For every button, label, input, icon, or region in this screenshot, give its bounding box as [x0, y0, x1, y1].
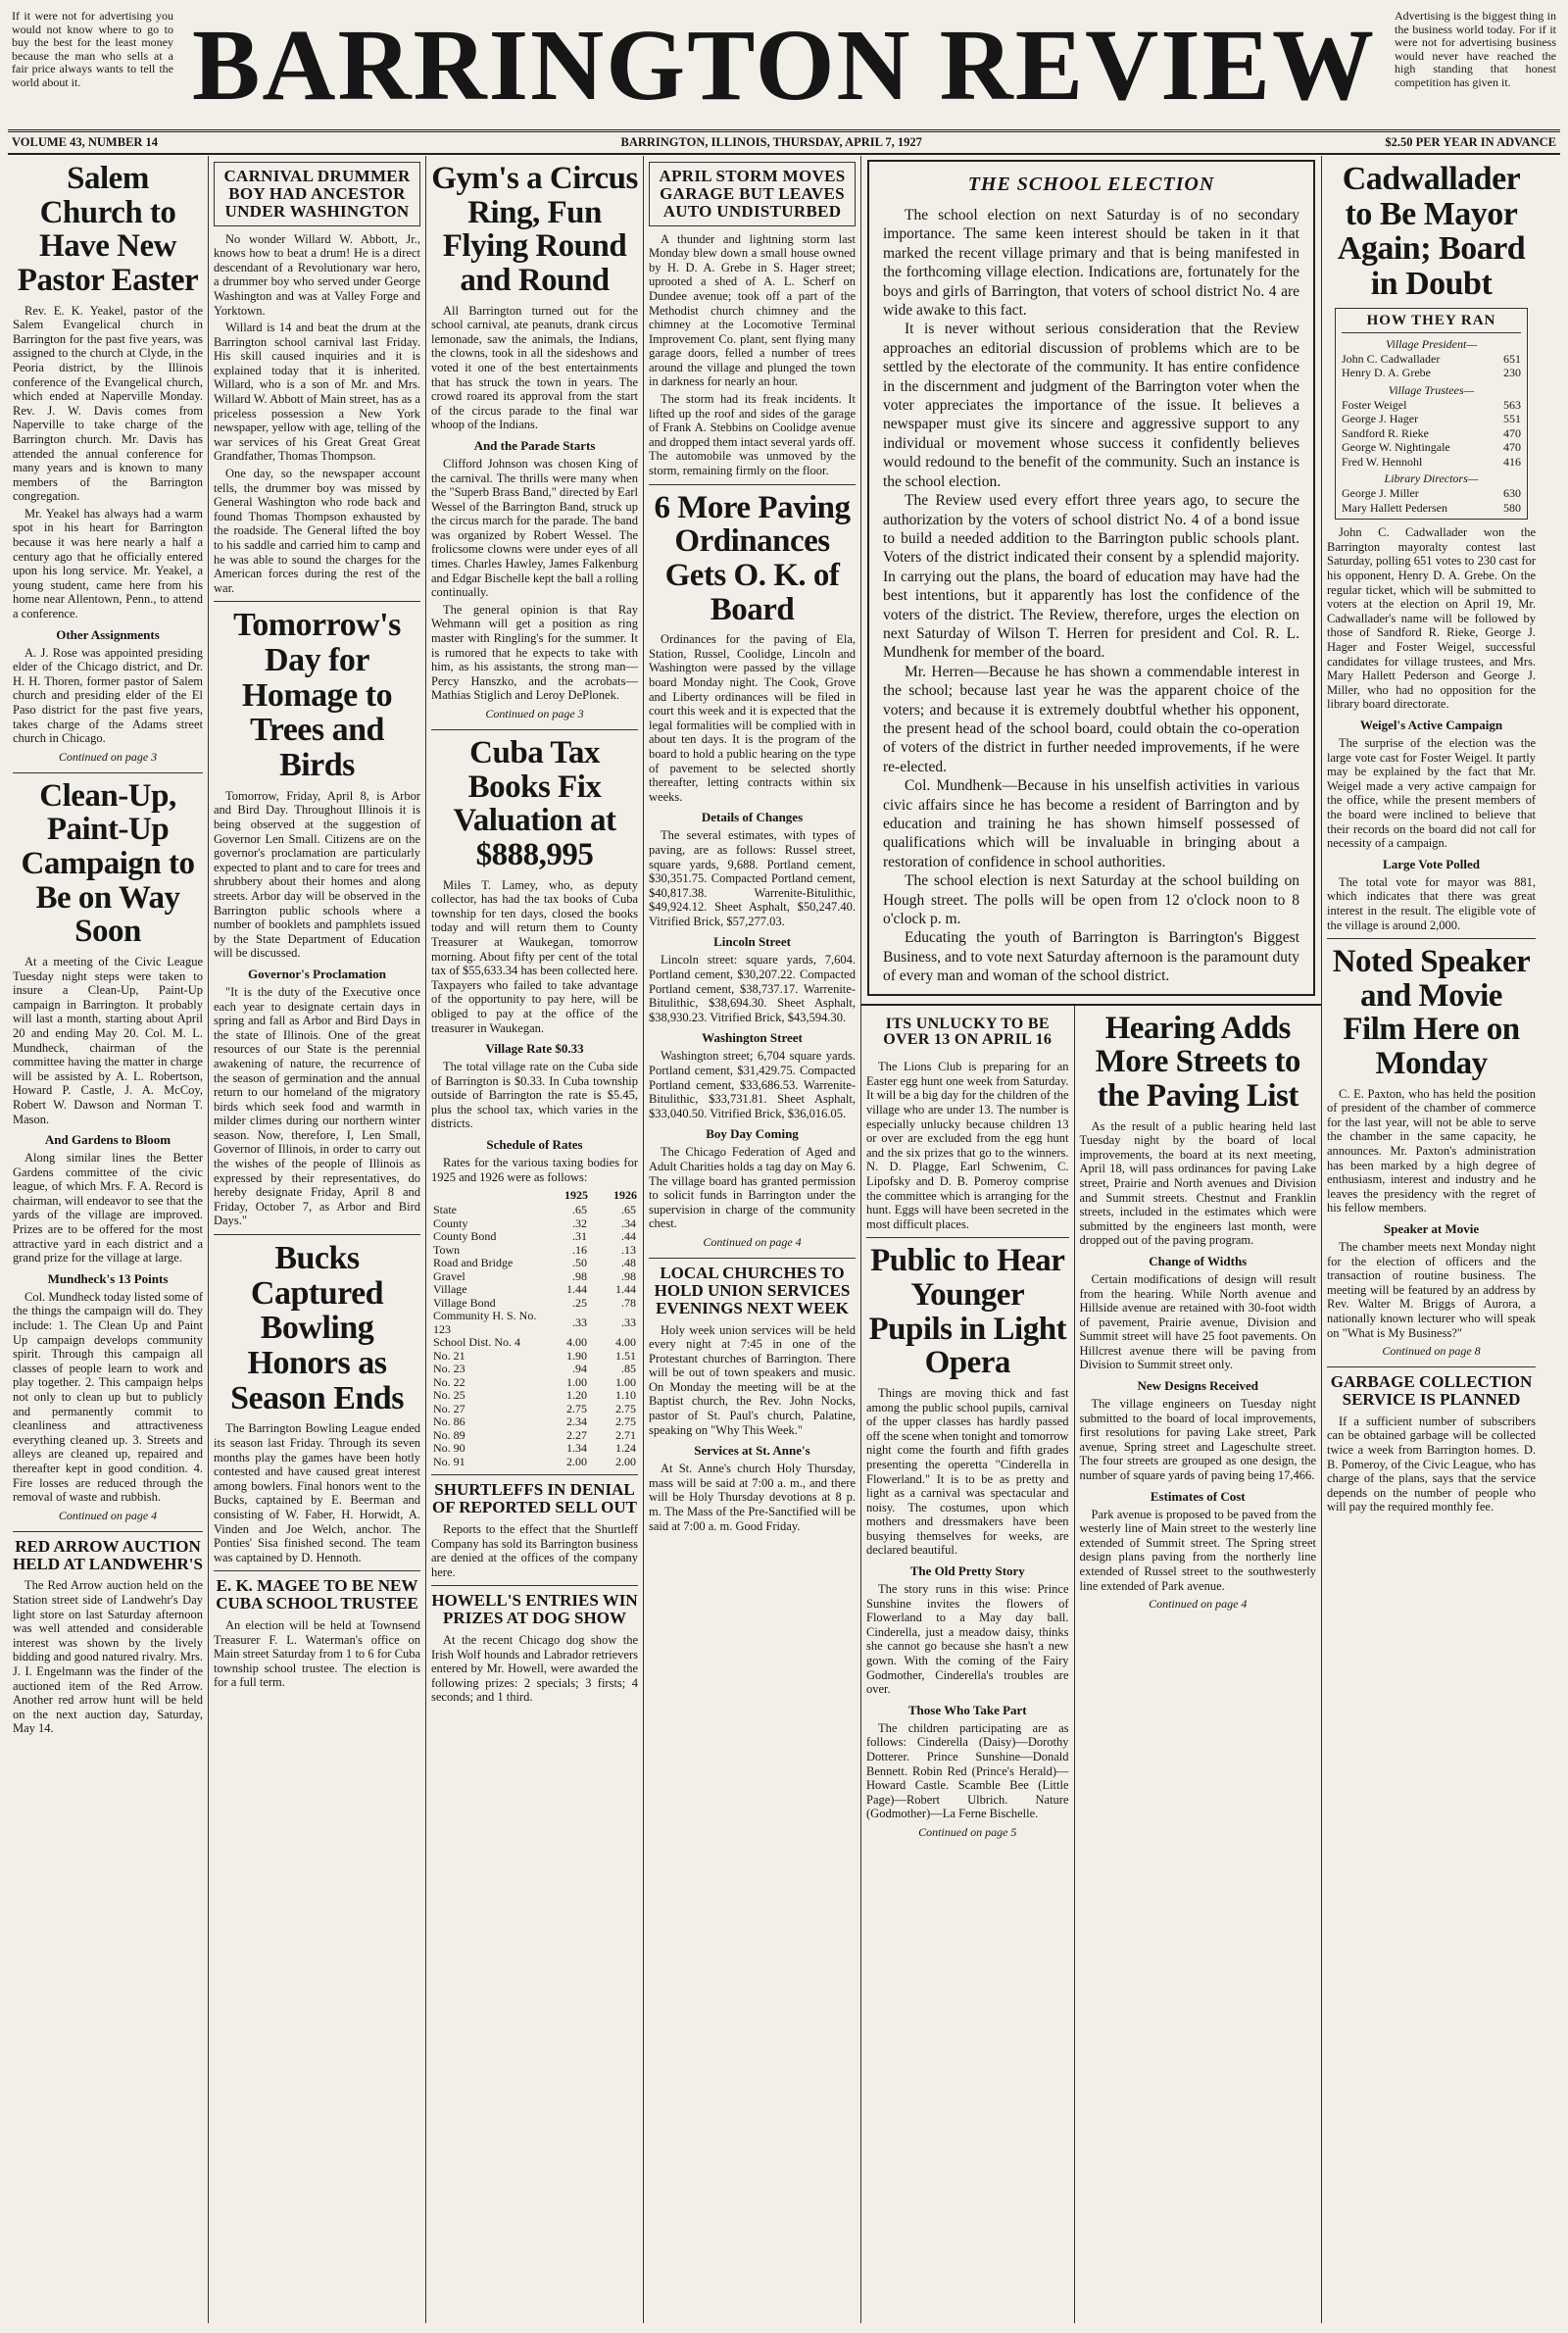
rate-value: 2.27: [566, 1427, 587, 1442]
headline-cadwallader: Cadwallader to Be Mayor Again; Board in Doubt: [1337, 161, 1526, 303]
headline-april-storm: APRIL STORM MOVES GARAGE BUT LEAVES AUTO UNDISTURBED: [649, 162, 856, 226]
divider: [13, 1531, 203, 1532]
rate-value: .48: [621, 1256, 636, 1270]
table-row: [431, 1283, 638, 1297]
article-text: If a sufficient number of subscribers can be obtained garbage will be collected twice a week from Barrington homes. D. B. Pomeroy, of the Civic League, who has charge of the plans, says that the service depends on the number of people who will pay the required monthly fee.: [1327, 1414, 1536, 1514]
editorial-paragraph: The school election is next Saturday at the school building on Hough street. The polls will be open from 12 o'clock noon to 8 o'clock p. m.: [883, 872, 1299, 928]
rate-value: .25: [572, 1295, 587, 1310]
election-office: Village Trustees—: [1388, 382, 1475, 397]
lower-columns: [861, 1004, 1321, 2323]
article-text: Washington street; 6,704 square yards. Portland cement, $31,429.75. Compacted Portland cement, $33,686.53. Warrenite-Bitulithic, $33,731.81. Sheet Asphalt, $33,040.50. Vitrified Brick, $36,016.05.: [649, 1049, 856, 1120]
editorial-paragraph: Col. Mundhenk—Because in his unselfish activities in various civic affairs since he has become a resident of Barrington and by education and training he has shown himself possessed of qualifications which will be invaluable in bringing about a restoration of confidence in school authorities.: [883, 777, 1299, 870]
article-text: No wonder Willard W. Abbott, Jr., knows how to beat a drum! He is a direct descendant of a Revolutionary war hero, a drummer boy who served under George Washington and was at Valley Forge and Yorktown.: [214, 231, 420, 318]
rate-body-name: No. 21: [433, 1348, 466, 1363]
table-header-year: 1925: [564, 1188, 588, 1203]
rate-body-name: State: [433, 1203, 457, 1217]
rate-body-name: Village: [433, 1282, 467, 1297]
candidate-name: Fred W. Hennohl: [1342, 454, 1423, 469]
editorial-title: THE SCHOOL ELECTION: [967, 174, 1215, 195]
article-text: Tomorrow, Friday, April 8, is Arbor and Bird Day. Throughout Illinois it is being observed at the suggestion of Governor Len Small. Citizens are on the governor's proclamation are particularly expected to plant and to care for trees and shrubbery about their homes and along streets. Arbor day will be observed in the Barrington public schools where a number of booklets and pamphlets issued by the State Department of Education will be discussed.: [214, 788, 420, 961]
rate-body-name: No. 27: [433, 1401, 466, 1415]
subscription-price: $2.50 PER YEAR IN ADVANCE: [1385, 135, 1556, 149]
election-results-box: [1335, 308, 1528, 521]
table-row: [431, 1456, 638, 1469]
divider: [431, 1585, 638, 1586]
subheading: Those Who Take Part: [907, 1702, 1027, 1717]
subheading: And Gardens to Bloom: [44, 1132, 172, 1148]
candidate-name: Henry D. A. Grebe: [1342, 366, 1431, 380]
article-text: The several estimates, with types of paving, are as follows: Russel street, square yards, 9,688. Portland cement, $30,351.75. Compacted Portland cement, $40,817.38. Warrenite-Bitulithic, $49,924.12. Sheet Asphalt, $50,247.40. Vitrified Brick, $57,277.03.: [649, 828, 856, 928]
article-text: The total vote for mayor was 881, which indicates that there was great interest in the result. The eligible vote of the village is around 2,000.: [1327, 874, 1536, 932]
nameplate: BARRINGTON REVIEW: [191, 9, 1377, 122]
rate-value: 4.00: [566, 1335, 587, 1350]
divider: [1327, 1366, 1536, 1367]
table-row: [431, 1442, 638, 1456]
volume-number: VOLUME 43, NUMBER 14: [12, 135, 159, 149]
subheading: Large Vote Polled: [1383, 856, 1480, 871]
editorial-body: [883, 206, 1299, 986]
candidate-votes: 470: [1503, 425, 1521, 440]
candidate-row: [1342, 501, 1521, 516]
right-ear-box: Advertising is the biggest thing in the business world today. For if it were not for advertising business would never have reached the high standing that honest competition has given it.: [1395, 9, 1556, 89]
rate-value: .34: [621, 1216, 636, 1230]
table-row: [431, 1429, 638, 1443]
candidate-name: Mary Hallett Pedersen: [1342, 500, 1447, 515]
table-row: [431, 1376, 638, 1390]
subheading: Estimates of Cost: [1150, 1488, 1246, 1504]
candidate-name: George J. Hager: [1342, 412, 1419, 426]
divider: [649, 484, 856, 485]
article-text: The surprise of the election was the large vote cast for Foster Weigel. It partly may be explained by the fact that Mr. Weigel made a very active campaign for the office, while the present members of the board were inclined to believe that their records on the board did not call for necessity of a campaign.: [1327, 735, 1536, 851]
editorial-paragraph: The school election on next Saturday is of no secondary importance. The same keen interest should be taken in it that marked the recent village primary and that is being manifested in the forthcoming village election. Indications are, fortunately for the boys and girls of Barrington, that voters of school district No. 4 are wide awake to this fact.: [883, 207, 1299, 320]
article-text: The Chicago Federation of Aged and Adult Charities holds a tag day on May 6. The village board has granted permission to solicit funds in Barrington under the supervision in charge of the community chest.: [649, 1145, 856, 1231]
candidate-votes: 551: [1503, 412, 1521, 426]
table-row: [431, 1217, 638, 1231]
election-office: Village President—: [1386, 336, 1477, 351]
subheading: Other Assignments: [56, 626, 160, 642]
divider: [214, 1234, 420, 1235]
table-row: [431, 1350, 638, 1364]
candidate-votes: 230: [1503, 366, 1521, 380]
rate-body-name: Community H. S. No. 123: [433, 1309, 537, 1336]
editorial-paragraph: It is never without serious consideration that the Review approaches an editorial discussion of problems which are to be settled by the electorate of the community. It has entire confidence in the discernment and judgment of the Barrington voter when the voter appreciates the importance of the issue. It believes a newspaper must give its sincere and aggressive support to any individual or movement whose success it confidently believes would redound to the benefit of the community. Such an instance is the school election.: [883, 321, 1299, 490]
headline-gym-circus: Gym's a Circus Ring, Fun Flying Round and Round: [431, 161, 638, 298]
election-results-title: HOW THEY RAN: [1342, 313, 1521, 333]
rate-body-name: No. 23: [433, 1362, 466, 1376]
rate-value: .85: [621, 1362, 636, 1376]
table-header-row: [431, 1187, 638, 1204]
subheading: Governor's Proclamation: [248, 966, 386, 981]
rate-body-name: No. 90: [433, 1441, 466, 1456]
column-5: [861, 1006, 1075, 2323]
article-text: A. J. Rose was appointed presiding elder of the Chicago district, and Dr. H. H. Thoren, former pastor of Salem church and presiding elder of the El Paso district for the past five years, takes charge of the Adams street church in Chicago.: [13, 645, 203, 746]
candidate-name: George W. Nightingale: [1342, 440, 1450, 455]
continued-note: Continued on page 4: [58, 1508, 158, 1522]
article-text: Rev. E. K. Yeakel, pastor of the Salem Evangelical church in Barrington for the past five years, was assigned to the church at Clyde, in the Peoria district, by the Illinois conference of the Evangelical church, which ended at Naperville Monday. Rev. J. W. Davis comes from Naperville to take charge of the Barrington church. Mr. Davis has attended the annual conference for many years and is known to many members of the Barrington congregation.: [13, 303, 203, 504]
rate-body-name: County Bond: [433, 1229, 497, 1244]
rate-value: .50: [572, 1256, 587, 1270]
rate-value: 1.44: [615, 1282, 636, 1297]
article-text: The village engineers on Tuesday night submitted to the board of local improvements, first resolutions for paving Lake street, Park avenue, Spring street and Lageschulte street. The four streets are grouped as one design, the number of square yards of paving being 17,466.: [1079, 1397, 1316, 1483]
table-row: [431, 1403, 638, 1416]
article-text: Along similar lines the Better Gardens committee of the civic league, of which Mrs. F. A. Record is chairman, will endeavor to see that the yards of the village are improved. Prizes are to be offered for the most attractive yard in each district and a grand prize for the village at large.: [13, 1151, 203, 1266]
rate-value: 1.00: [615, 1374, 636, 1389]
rate-body-name: No. 91: [433, 1454, 466, 1468]
rate-value: .32: [572, 1216, 587, 1230]
subheading: Speaker at Movie: [1383, 1221, 1480, 1236]
tax-rates-table: [431, 1187, 638, 1468]
rate-value: .94: [572, 1362, 587, 1376]
columns: [8, 156, 1560, 2323]
rate-value: .78: [621, 1295, 636, 1310]
article-text: Miles T. Lamey, who, as deputy collector, has had the tax books of Cuba township for ten days, closed the books today and will return them to County Treasurer at Waukegan, tomorrow morning. About fifty per cent of the total tax of $55,633.34 has been collected here. Taxpayers who failed to take advantage of the opportunity to pay here, will be obliged to pay at the office of the treasurer in Waukegan.: [431, 877, 638, 1035]
continued-note: Continued on page 4: [1149, 1597, 1248, 1612]
rate-value: 1.34: [566, 1441, 587, 1456]
subheading: Washington Street: [702, 1030, 803, 1046]
subheading: Schedule of Rates: [486, 1137, 583, 1153]
rate-value: 2.00: [615, 1454, 636, 1468]
candidate-name: George J. Miller: [1342, 486, 1419, 501]
candidate-row: [1342, 486, 1521, 501]
divider: [214, 601, 420, 602]
table-row: [431, 1310, 638, 1336]
subheading: Village Rate $0.33: [485, 1041, 584, 1057]
table-row: [431, 1230, 638, 1244]
article-text: One day, so the newspaper account tells, the drummer boy was missed by General Washington who rode back and found Thomas Thompson exhausted by the roadside. The General lifted the boy to his saddle and carried him to camp and he was able to sound the charges for the American forces during the rest of the war.: [214, 467, 420, 595]
rate-value: .98: [572, 1268, 587, 1283]
headline-light-opera: Public to Hear Younger Pupils in Light Opera: [868, 1243, 1067, 1381]
rate-body-name: Village Bond: [433, 1295, 496, 1310]
left-ear-box: If it were not for advertising you would not know where to go to buy the best for the least money because the man who sells at a fair price always wants to tell the world about it.: [12, 9, 173, 89]
divider: [1327, 938, 1536, 939]
rate-body-name: Gravel: [433, 1268, 466, 1283]
rate-value: .33: [621, 1315, 636, 1329]
article-text: Park avenue is proposed to be paved from the westerly line of Main street to the westerly line extended of Summit street. The Spring street design plans paving from the northerly line extended of Russel street to the southwesterly line extended of Park avenue.: [1079, 1507, 1316, 1593]
headline-cuba-tax: Cuba Tax Books Fix Valuation at $888,995: [453, 735, 616, 872]
issue-date: BARRINGTON, ILLINOIS, THURSDAY, APRIL 7, 1927: [620, 135, 922, 149]
headline-dog-show: HOWELL'S ENTRIES WIN PRIZES AT DOG SHOW: [431, 1591, 638, 1628]
column-5-6: [861, 156, 1322, 2323]
subheading: Change of Widths: [1149, 1253, 1248, 1268]
rate-value: 1.10: [615, 1388, 636, 1403]
rate-value: 1.24: [615, 1441, 636, 1456]
rate-value: 1.44: [566, 1282, 587, 1297]
candidate-row: [1342, 352, 1521, 367]
rate-body-name: Road and Bridge: [433, 1256, 514, 1270]
rate-value: 1.90: [566, 1348, 587, 1363]
rate-value: 1.20: [566, 1388, 587, 1403]
column-3: [426, 156, 644, 2323]
rate-body-name: No. 22: [433, 1374, 466, 1389]
continued-note: Continued on page 8: [1382, 1344, 1481, 1359]
candidate-row: [1342, 440, 1521, 455]
rate-value: 2.00: [566, 1454, 587, 1468]
headline-arbor-day: Tomorrow's Day for Homage to Trees and Birds: [233, 607, 401, 784]
article-text: The Lions Club is preparing for an Easter egg hunt one week from Saturday. It will be a big day for the children of the village who are under 13. The number is especially unlucky because children 13 or over are excluded from the egg hunt and the six prizes that go to the winners. N. D. Plagge, Earl Schwenim, C. Lipofsky and D. B. Pomeroy comprise the committee which is arranging for the hunt. Eggs will have been secreted in the most difficult places.: [866, 1060, 1069, 1231]
divider: [431, 1474, 638, 1475]
rate-value: .65: [572, 1203, 587, 1217]
article-text: The Red Arrow auction held on the Station street side of Landwehr's Day light store on last Saturday afternoon was well attended and considerable interest was shown by the lively bidding and good natured rivalry. Mrs. J. I. Engelmann was the finder of the auctioned item of the Red Arrow. Another red arrow hunt will be held on the next auction day, Saturday, May 14.: [13, 1578, 203, 1736]
masthead: [8, 4, 1560, 132]
candidate-votes: 630: [1503, 486, 1521, 501]
editorial-box: [867, 160, 1315, 996]
subheading: Lincoln Street: [713, 934, 791, 950]
headline-shurtleffs: SHURTLEFFS IN DENIAL OF REPORTED SELL OUT: [432, 1480, 637, 1517]
divider: [866, 1237, 1069, 1238]
continued-note: Continued on page 4: [703, 1234, 802, 1249]
candidate-name: Foster Weigel: [1342, 397, 1407, 412]
candidate-row: [1342, 398, 1521, 413]
article-text: Col. Mundheck today listed some of the things the campaign will do. They include: 1. The Clean Up and Paint Up campaign develops community spirit. Through this campaign all classes of people learn to work and play together. 2. This campaign helps not only to clean up but to publicly and permanently commit to cleanliness and attractiveness everything cleaned up. 3. Streets and alleys are cleaned up, repaired and thereafter kept in good condition. 4. Fire losses are reduced through the removal of waste and rubbish.: [13, 1289, 203, 1505]
column-1: [8, 156, 209, 2323]
subheading: Weigel's Active Campaign: [1359, 717, 1503, 732]
article-text: The Barrington Bowling League ended its season last Friday. Through its seven months play the games have been hotly contested and have caused great interest among bowlers. Final honors went to the Bucks, captained by E. Beerman and consisting of W. Faber, H. Horwidt, A. Vinden and Joe Welch, anchor. The Ponties' Sisa finished second. The team was captained by D. Hennoth.: [214, 1421, 420, 1564]
table-row: [431, 1204, 638, 1217]
headline-union-services: LOCAL CHURCHES TO HOLD UNION SERVICES EVENINGS NEXT WEEK: [654, 1263, 851, 1317]
table-row: [431, 1336, 638, 1350]
table-row: [431, 1244, 638, 1258]
article-text: As the result of a public hearing held last Tuesday night by the board of local improvements, the board at its next meeting, April 18, will pass ordinances for paving Lake street, Prairie and North avenues and Division and Summit streets. Chestnut and Franklin streets, included in the estimates which were submitted by the engineers last month, were dropped out of the paving program.: [1079, 1118, 1316, 1248]
candidate-row: [1342, 366, 1521, 380]
article-text: Things are moving thick and fast among the public school pupils, carnival of the upper classes has hardly passed off the scene when tonight and tomorrow night come the fourth and fifth grades presenting the operetta "Cinderella in Flowerland." It is to be as pretty and light as a carnival was spectacular and noisy. The costumes, upon which mothers and dressmakers have been busying themselves for weeks, are declared beautiful.: [866, 1385, 1069, 1558]
candidate-name: Sandford R. Rieke: [1342, 425, 1429, 440]
rate-body-name: No. 25: [433, 1388, 466, 1403]
subheading: New Designs Received: [1137, 1378, 1258, 1394]
article-text: The story runs in this wise: Prince Sunshine invites the flowers of Flowerland to a May day ball. Cinderella, just a meadow daisy, thinks she cannot go because she hasn't a new gown. With the coming of the Fairy Godmother, Cinderella's troubles are over.: [866, 1582, 1069, 1697]
table-row: [431, 1257, 638, 1270]
rate-value: .44: [621, 1229, 636, 1244]
rate-value: .13: [621, 1242, 636, 1257]
rate-body-name: No. 89: [433, 1427, 466, 1442]
editorial-paragraph: The Review used every effort three years ago, to secure the authorization by the voters of school district No. 4 of a bond issue to build a needed addition to the Barrington public schools plant. Voters of the district indicated their consent by a splendid majority. In carrying out the plans, the board of education may have had the best intentions, but it apparently has lost the confidence of the voters of the district. The Review, therefore, urges the election on next Saturday of Wilson T. Herren for president and Col. R. L. Mundhenk for member of the board.: [883, 492, 1299, 662]
table-row: [431, 1415, 638, 1429]
rate-body-name: No. 86: [433, 1415, 466, 1429]
headline-paving-ordinances: 6 More Paving Ordinances Gets O. K. of Board: [654, 489, 851, 627]
candidate-votes: 563: [1503, 397, 1521, 412]
candidate-votes: 470: [1503, 440, 1521, 455]
subheading: Services at St. Anne's: [694, 1443, 810, 1459]
headline-red-arrow: RED ARROW AUCTION HELD AT LANDWEHR'S: [13, 1536, 203, 1573]
article-text: Lincoln street: square yards, 7,604. Portland cement, $30,207.22. Compacted Portland cement, $38,737.17. Warrenite-Bitulithic, $38,694.30. Sheet Asphalt, $38,930.23. Vitrified Brick, $43,594.30.: [649, 953, 856, 1024]
headline-clean-up: Clean-Up, Paint-Up Campaign to Be on Way Soon: [21, 777, 195, 950]
article-text: The chamber meets next Monday night for the election of officers and the transaction of routine business. The meeting will be featured by an address by Rev. Walter M. Briggs of Aurora, a nationally known lecturer who will speak on "What is My Business?": [1327, 1240, 1536, 1340]
headline-hearing-paving: Hearing Adds More Streets to the Paving List: [1095, 1010, 1300, 1114]
divider: [431, 729, 638, 730]
rate-value: .31: [572, 1229, 587, 1244]
rate-value: 2.71: [615, 1427, 636, 1442]
subheading: The Old Pretty Story: [909, 1564, 1025, 1579]
article-text: The storm had its freak incidents. It lifted up the roof and sides of the garage of Frank A. Stebbins on Coolidge avenue and dropped them intact several yards off. The automobile was unmoved by the storm, remaining firmly on the floor.: [649, 392, 856, 478]
article-text: Ordinances for the paving of Ela, Station, Russel, Coolidge, Lincoln and Washington were passed by the village board Monday night. The Cook, Grove and Liberty ordinances will be filed in court this week and it is expected that the legal formalities will be complied with in about ten days. It is the program of the board to hold a public hearing on the type of pavement to be selected shortly thereafter, letting contracts within six weeks.: [649, 632, 856, 804]
rate-value: .33: [572, 1315, 587, 1329]
subheading: Details of Changes: [701, 810, 804, 825]
rate-body-name: School Dist. No. 4: [433, 1335, 521, 1350]
table-row: [431, 1363, 638, 1376]
candidate-votes: 416: [1503, 454, 1521, 469]
headline-salem-church: Salem Church to Have New Pastor Easter: [17, 161, 199, 298]
article-text: Rates for the various taxing bodies for 1925 and 1926 were as follows:: [431, 1156, 638, 1184]
rate-value: 1.00: [566, 1374, 587, 1389]
subheading: And the Parade Starts: [473, 437, 596, 453]
table-header-year: 1926: [613, 1188, 637, 1203]
article-text: The children participating are as follows: Cinderella (Daisy)—Dorothy Dotterer. Prince Sunshine—Donald Bennett. Robin Red (Prince's Herald)—Howard Castle. Scamble Bee (Little Page)—Robert Ulbrich. Nature (Godmother)—La Ferne Bischelle.: [866, 1720, 1069, 1821]
newspaper-page: [8, 4, 1560, 2323]
candidate-row: [1342, 426, 1521, 441]
column-2: [209, 156, 426, 2323]
column-6: [1075, 1006, 1321, 2323]
rate-value: 4.00: [615, 1335, 636, 1350]
table-row: [431, 1297, 638, 1311]
continued-note: Continued on page 3: [485, 707, 584, 720]
article-text: "It is the duty of the Executive once each year to designate certain days in spring and fall as Arbor and Bird Days in the state of Illinois. One of the great resources of our State is the perennial awakening of nature, the recurrence of the season of germination and the annual return to our homeland of the migratory birds which seek food and warmth in milder climes during our northern winter season. Now, therefore, I, Len Small, Governor of Illinois, in order to carry out the wishes of the people of Illinois as expressed by their representatives, do hereby designate Friday, April 8 and Friday, October 7, as Arbor and Bird Days.": [214, 984, 420, 1228]
candidate-votes: 580: [1503, 500, 1521, 515]
candidate-row: [1342, 412, 1521, 426]
article-text: Clifford Johnson was chosen King of the carnival. The thrills were many when the "Superb Brass Band," directed by Earl Wessel of the Barrington Band, struck up the circus march for the parade. The band was organized by Robert Wessel. The frolicsome clowns were under eyes of all times. Charles Hawley, James Falkenburg and Edgar Bischelle kept the ball a rolling continually.: [431, 456, 638, 600]
headline-drummer-boy: CARNIVAL DRUMMER BOY HAD ANCESTOR UNDER WASHINGTON: [214, 162, 420, 226]
article-text: Reports to the effect that the Shurtleff Company has sold its Barrington business are denied at the offices of the company here.: [431, 1521, 638, 1579]
rate-value: .65: [621, 1203, 636, 1217]
rate-value: 2.75: [615, 1401, 636, 1415]
headline-garbage: GARBAGE COLLECTION SERVICE IS PLANNED: [1330, 1372, 1533, 1409]
article-text: Mr. Yeakel has always had a warm spot in his heart for Barrington because it was here nearly a half a century ago that he officially entered upon his long service. Mr. Yeakel, a young student, came here from his home near Allentown, Penn., to attend a conference.: [13, 506, 203, 621]
candidate-name: John C. Cadwallader: [1342, 351, 1441, 366]
divider: [649, 1258, 856, 1259]
column-4: [644, 156, 861, 2323]
article-text: The total village rate on the Cuba side of Barrington is $0.33. In Cuba township outside of Barrington the rate is $5.45, plus the school tax, which varies in the districts.: [431, 1060, 638, 1131]
headline-bowling: Bucks Captured Bowling Honors as Season Ends: [230, 1240, 404, 1416]
editorial-paragraph: Mr. Herren—Because he has shown a commendable interest in the school; because last year he was the apparent choice of the voters; and because it is extremely doubtful whether his opponent, the present head of the school board, could obtain the co-operation of voters of the district in further needed improvements, if he were re-elected.: [883, 663, 1299, 775]
rate-value: 2.75: [566, 1401, 587, 1415]
article-text: At St. Anne's church Holy Thursday, mass will be said at 7:00 a. m., and there will be Holy Thursday devotions at 8 p. m. The Mass of the Pre-Sanctified will be said at 7:00 a. m. Good Friday.: [649, 1462, 856, 1533]
divider: [214, 1570, 420, 1571]
divider: [13, 772, 203, 773]
article-text: A thunder and lightning storm last Monday blew down a small house owned by H. D. A. Grebe in S. Hager street; uprooted a shed of A. L. Scherf on Dundee avenue; took off a part of the Methodist church chimney and the chimney at the Locomotive Terminal Improvement Co. plant, sent flying many garage doors, felled a number of trees around the village and plunged the town in darkness for nearly an hour.: [649, 231, 856, 389]
article-text: At the recent Chicago dog show the Irish Wolf hounds and Labrador retrievers entered by Mr. Howell, were awarded the following prizes: 2 specials; 3 firsts; 4 seconds; and 1 third.: [431, 1633, 638, 1705]
headline-magee: E. K. MAGEE TO BE NEW CUBA SCHOOL TRUSTEE: [216, 1576, 418, 1613]
subheading: Mundheck's 13 Points: [47, 1270, 169, 1286]
article-text: All Barrington turned out for the school carnival, ate peanuts, drank circus lemonade, saw the animals, the Indians, the clowns, took in all the sideshows and voted it one of the best entertainments that has struck the town in years. The crowd roared its approval from the start of the circus parade to the final war whoop of the Indians.: [431, 303, 638, 432]
rate-value: 1.51: [615, 1348, 636, 1363]
article-text: Willard is 14 and beat the drum at the Barrington school carnival last Friday. His skill caused inquiries and it is explained today that it is inherited. Willard, who is a son of Mr. and Mrs. Willard W. Abbott of Main street, has as a priceless possession a New York newspaper, yellow with age, telling of the war services of his Great Great Great Grandfather, Thomas Thompson.: [214, 321, 420, 464]
rate-value: 2.75: [615, 1415, 636, 1429]
rate-value: 2.34: [566, 1415, 587, 1429]
table-row: [431, 1389, 638, 1403]
article-text: C. E. Paxton, who has held the position of president of the chamber of commerce for the last year, will not be able to serve the chamber in the same capacity, he announces. Mr. Paxton's administration has been marked by a high degree of enthusiasm, interest and industry and he leaves the presidency with the regret of his fellow members.: [1327, 1086, 1536, 1216]
article-text: John C. Cadwallader won the Barrington mayoralty contest last Saturday, polling 651 votes to 230 cast for his opponent, Henry D. A. Grebe. On the regular ticket, which will be submitted to voters at the election on April 19, Mr. Cadwallader's name will be followed by those of Sandford R. Rieke, George J. Hager and Foster Weigel, successful candidates for village trustees, and Mrs. Mary Hallett Pederson and George J. Miller, who had no opposition for the library board directorate.: [1327, 525, 1536, 712]
candidate-row: [1342, 455, 1521, 470]
headline-unlucky-13: ITS UNLUCKY TO BE OVER 13 ON APRIL 16: [883, 1015, 1053, 1049]
column-7: [1322, 156, 1541, 2323]
rate-body-name: County: [433, 1216, 468, 1230]
rate-value: .98: [621, 1268, 636, 1283]
continued-note: Continued on page 3: [58, 749, 158, 764]
rate-body-name: Town: [433, 1242, 461, 1257]
article-text: Certain modifications of design will result from the hearing. While North avenue and Hillside avenue are retained with 30-foot width of pavement, Prairie avenue, Division and Summit street will have 25 foot pavements. On Hillcrest avenue there will be paving from Division to Summit street only.: [1079, 1271, 1316, 1372]
election-results-list: [1342, 337, 1521, 516]
subheading: Boy Day Coming: [706, 1126, 799, 1142]
headline-noted-speaker: Noted Speaker and Movie Film Here on Monday: [1332, 944, 1531, 1082]
editorial-paragraph: Educating the youth of Barrington is Barrington's Biggest Business, and to vote next Saturday afternoon is the paramount duty of every man and woman of the school district.: [883, 929, 1299, 985]
article-text: An election will be held at Townsend Treasurer F. L. Waterman's office on Main street Saturday from 1 to 6 for Cuba township school trustee. The election is for a full term.: [214, 1618, 420, 1690]
dateline-bar: [8, 132, 1560, 155]
rate-value: .16: [572, 1242, 587, 1257]
candidate-votes: 651: [1503, 351, 1521, 366]
article-text: Holy week union services will be held every night at 7:45 in one of the Protestant churches of Barrington. There will be out of town speakers and music. On Monday the meeting will be at the Baptist church, the Rev. John Nocks, pastor of St. Paul's church, Palatine, speaking on "Why This Week.": [649, 1322, 856, 1437]
election-office: Library Directors—: [1384, 472, 1479, 486]
table-row: [431, 1270, 638, 1284]
article-text: At a meeting of the Civic League Tuesday night steps were taken to insure a Clean-Up, Paint-Up campaign in Barrington. It probably will last a month, starting about April 20 and ending May 20. Col. M. L. Mundheck, chairman of the committee having the matter in charge will be assisted by A. L. Robertson, Howard P. Castle, J. A. McCoy, Robert W. Dawson and Norman T. Mason.: [13, 954, 203, 1126]
article-text: The general opinion is that Ray Wehmann will get a position as ring master with Ringling's for the summer. It is rumored that he expects to take with him, as his assistants, the strong man—Percy Hanszko, and the acrobats—Mathias Stiglich and Leroy DePlonek.: [431, 602, 638, 703]
continued-note: Continued on page 5: [918, 1824, 1017, 1839]
